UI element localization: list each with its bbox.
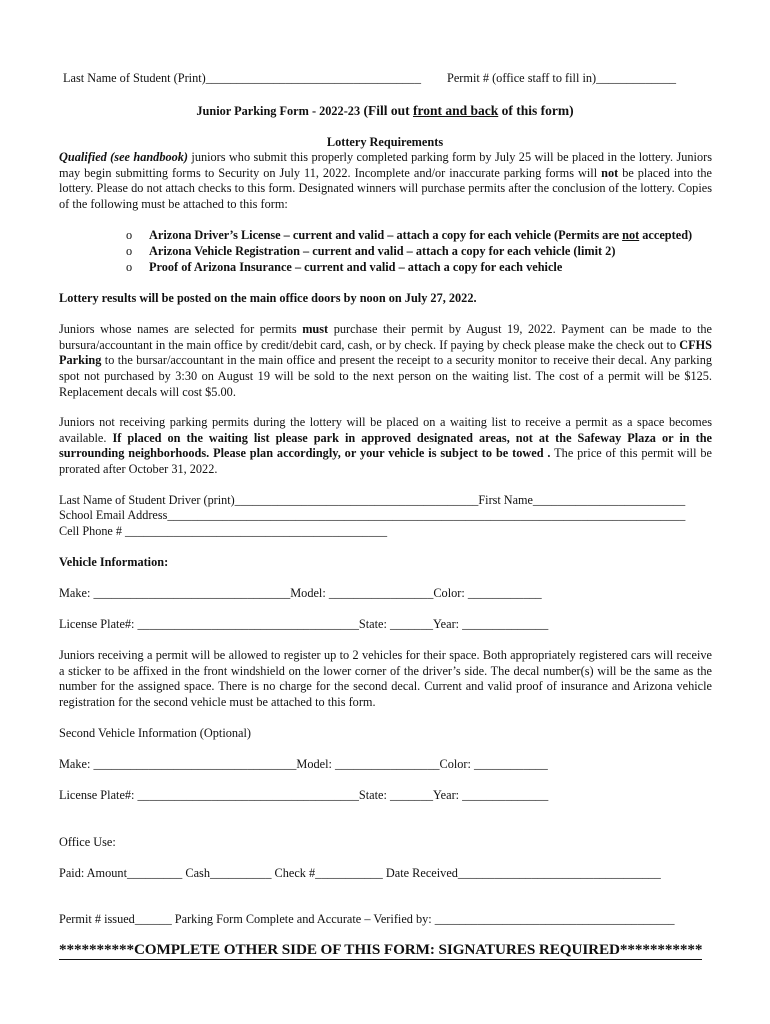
vehicle-info-heading: Vehicle Information: bbox=[59, 555, 169, 569]
form-title bbox=[0, 103, 770, 119]
last-name-header-label: Last Name of Student (Print) bbox=[63, 71, 206, 85]
form-title-paren-open: (Fill out bbox=[360, 103, 413, 118]
vehicle-make-model-color-field[interactable]: Make: ________________________________Model: _________________Color: ____________ bbox=[59, 586, 542, 600]
office-paid-line[interactable]: Paid: Amount_________ Cash__________ Check #___________ Date Received_________________________________ bbox=[59, 866, 661, 880]
lottery-intro-a: juniors who submit this properly completed parking form by July 25 will be placed in the lottery. Juniors may begin submitting forms to Security on July 11, 2022. Incomplete and/or inaccurate parking forms will bbox=[59, 150, 712, 180]
driver-name-field[interactable]: Last Name of Student Driver (print)________________________________________First Name_________________________ bbox=[59, 493, 686, 507]
second-vehicle-heading: Second Vehicle Information (Optional) bbox=[59, 726, 252, 740]
last-name-header-blank[interactable]: ___________________________________ bbox=[205, 71, 421, 85]
requirement-text-post: accepted) bbox=[639, 228, 693, 242]
requirement-underlined: not bbox=[622, 228, 640, 242]
lottery-intro-b: be placed into the lottery. Please do not attach checks to this form. Designated winners will purchase permits after the conclusion of the lottery. Copies of the following must be attached to this form: bbox=[59, 165, 712, 212]
waiting-a: Juniors not receiving parking permits during the lottery will be placed on a waiting list to receive a permit as a space becomes available. bbox=[59, 415, 712, 445]
bullet-marker: o bbox=[126, 228, 133, 242]
qualified-text: Qualified (see handbook) bbox=[59, 150, 189, 164]
lottery-intro-not: not bbox=[601, 165, 619, 180]
waiting-list-paragraph bbox=[59, 415, 712, 478]
requirement-text: Arizona Vehicle Registration – current and valid – attach a copy for each vehicle (limit 2) bbox=[149, 244, 616, 258]
bullet-marker: o bbox=[126, 244, 133, 258]
vehicle-plate-state-year-field[interactable]: License Plate#: ____________________________________State: _______Year: ______________ bbox=[59, 617, 549, 631]
form-title-main: Junior Parking Form - 2022-23 bbox=[196, 104, 361, 118]
purchase-paragraph bbox=[59, 322, 712, 401]
permit-number-label: Permit # (office staff to fill in) bbox=[447, 71, 597, 85]
purchase-cfhs: CFHS Parking bbox=[59, 337, 712, 368]
lottery-heading: Lottery Requirements bbox=[326, 135, 444, 149]
waiting-b: The price of this permit will be prorated after October 31, 2022. bbox=[59, 446, 712, 477]
requirement-insurance bbox=[149, 260, 562, 275]
permit-number-field[interactable] bbox=[447, 71, 676, 86]
purchase-c: to the bursar/accountant in the main office and present the receipt to a security monitor to receive their decal. Any parking spot not purchased by 3:30 on August 19 will be sold to the next person on the waiting list. The cost of a permit will be $125. Replacement decals will cost $5.00. bbox=[59, 353, 712, 399]
school-email-field[interactable]: School Email Address_____________________________________________________________________________________ bbox=[59, 508, 686, 522]
second-vehicle-plate-state-year-field[interactable]: License Plate#: ____________________________________State: _______Year: ______________ bbox=[59, 788, 549, 802]
lottery-intro bbox=[59, 150, 712, 213]
purchase-b: purchase their permit by August 19, 2022. Payment can be made to the bursura/accountant in the main office by credit/debit card, cash, or by check. If paying by check please make the check out to bbox=[59, 322, 712, 352]
vehicle-note: Juniors receiving a permit will be allowed to register up to 2 vehicles for their space. Both appropriately registered cars will receive a sticker to be affixed in the front windshield on the lower corner of the driver’s side. The decal number(s) will be the same as the number for the assigned space. There is no charge for the second decal. Current and valid proof of insurance and Arizona vehicle registration for the second vehicle must be attached to this form. bbox=[59, 648, 712, 710]
requirement-text: Proof of Arizona Insurance – current and valid – attach a copy for each vehicle bbox=[149, 260, 563, 274]
bullet-marker: o bbox=[126, 260, 133, 274]
requirement-text: Arizona Driver’s License – current and valid – attach a copy for each vehicle (Permits are bbox=[149, 228, 623, 242]
form-title-underlined: front and back bbox=[412, 103, 499, 118]
lottery-results: Lottery results will be posted on the main office doors by noon on July 27, 2022. bbox=[59, 291, 477, 305]
requirement-drivers-license bbox=[149, 228, 692, 243]
purchase-must: must bbox=[302, 322, 329, 336]
complete-other-side-notice: **********COMPLETE OTHER SIDE OF THIS FORM: SIGNATURES REQUIRED*********** bbox=[59, 941, 703, 958]
form-title-paren-close: of this form) bbox=[498, 103, 574, 118]
cell-phone-field[interactable]: Cell Phone # ___________________________________________ bbox=[59, 524, 388, 538]
waiting-bold: If placed on the waiting list please park in approved designated areas, not at the Safeway Plaza or in the surrounding neighborhoods. Please plan accordingly, or your vehicle is subject to be towed . bbox=[59, 430, 712, 461]
office-permit-issued-line[interactable]: Permit # issued______ Parking Form Complete and Accurate – Verified by: _______________________________________ bbox=[59, 912, 675, 926]
requirement-vehicle-registration bbox=[149, 244, 615, 259]
last-name-header-field[interactable] bbox=[63, 71, 421, 86]
office-use-heading: Office Use: bbox=[59, 835, 116, 849]
second-vehicle-make-model-color-field[interactable]: Make: _________________________________Model: _________________Color: ____________ bbox=[59, 757, 548, 771]
permit-number-blank[interactable]: _____________ bbox=[596, 71, 677, 85]
purchase-a: Juniors whose names are selected for permits bbox=[59, 322, 303, 336]
